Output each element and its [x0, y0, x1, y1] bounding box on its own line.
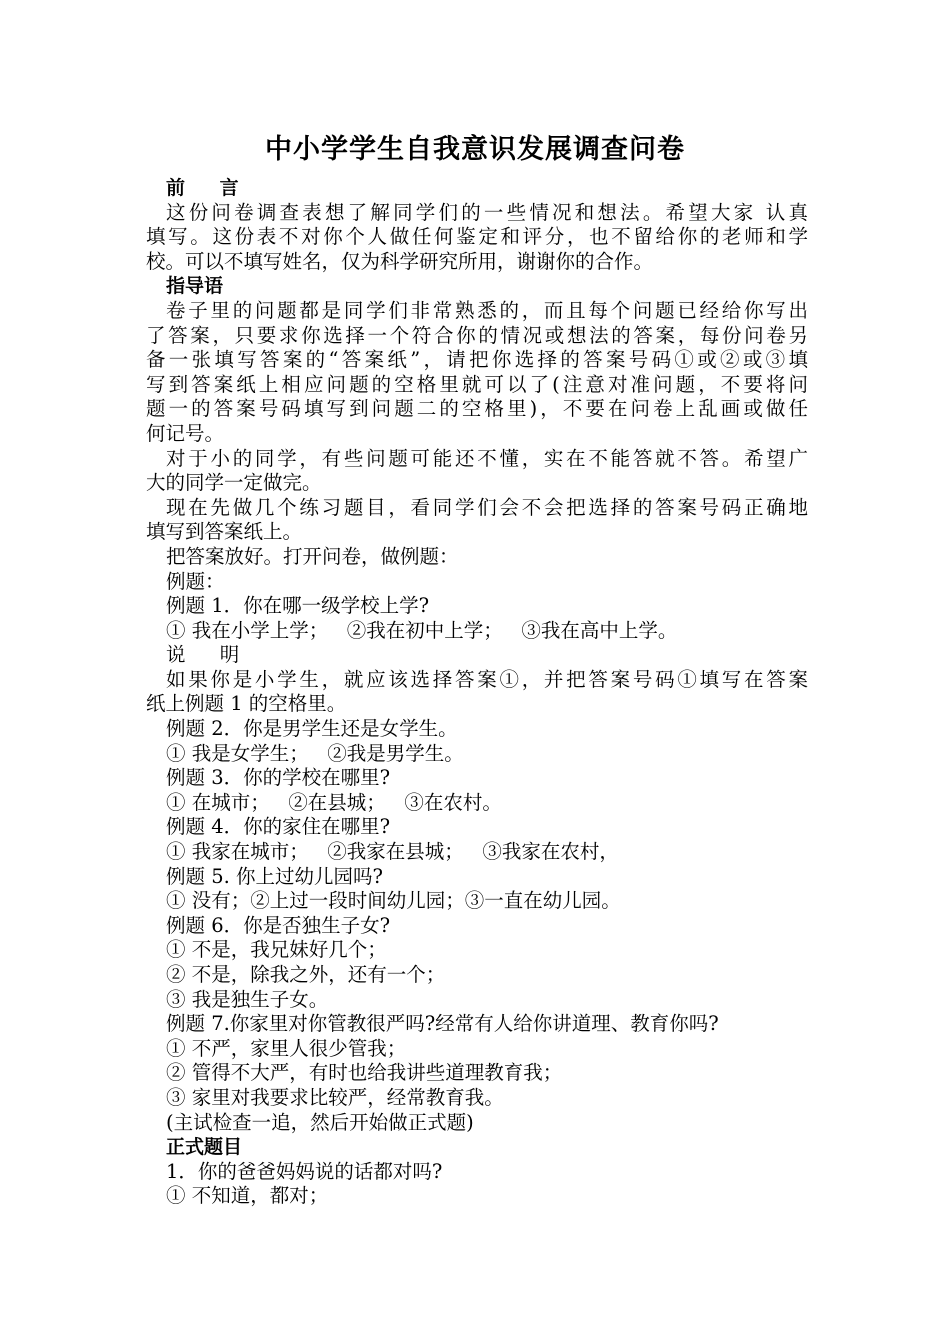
example-6-option: ③ 我是独生子女。	[166, 987, 329, 1011]
guide-line: 题一的答案号码填写到问题二的空格里)，不要在问卷上乱画或做任	[146, 397, 808, 421]
example-7-option: ② 管得不大严，有时也给我讲些道理教育我；	[166, 1061, 563, 1085]
document-body	[146, 176, 808, 1209]
practice-line: 填写到答案纸上。	[146, 520, 303, 544]
document-title: 中小学学生自我意识发展调查问卷	[265, 134, 685, 165]
example-6-question: 例题 6．你是否独生子女?	[166, 913, 391, 937]
example-4-question: 例题 4．你的家住在哪里?	[166, 815, 391, 839]
preface-line: 这份问卷调查表想了解同学们的一些情况和想法。希望大家 认真	[166, 200, 808, 224]
example-5-question: 例题 5. 你上过幼儿园吗?	[166, 864, 383, 888]
explain-heading: 说 明	[166, 643, 254, 667]
preface-line: 校。可以不填写姓名，仅为科学研究所用，谢谢你的合作。	[146, 249, 654, 273]
example-3-question: 例题 3．你的学校在哪里?	[166, 766, 391, 790]
explain-line: 如果你是小学生，就应该选择答案①，并把答案号码①填写在答案	[166, 667, 808, 691]
guide-line: 写到答案纸上相应问题的空格里就可以了(注意对准问题，不要将问	[146, 372, 808, 396]
example-2-options: ① 我是女学生； ②我是男学生。	[166, 741, 464, 765]
example-7-question: 例题 7.你家里对你管教很严吗?经常有人给你讲道理、教育你吗?	[166, 1012, 719, 1036]
practice-line: 现在先做几个练习题目，看同学们会不会把选择的答案号码正确地	[166, 495, 808, 519]
question-1-option: ① 不知道，都对；	[166, 1184, 329, 1208]
explain-line: 纸上例题 1 的空格里。	[146, 692, 347, 716]
example-3-options: ① 在城市； ②在县城； ③在农村。	[166, 790, 502, 814]
question-1: 1．你的爸爸妈妈说的话都对吗?	[166, 1159, 443, 1183]
example-6-option: ② 不是，除我之外，还有一个；	[166, 963, 446, 986]
check-note: (主试检查一追，然后开始做正式题)	[166, 1110, 474, 1134]
young-students-line: 大的同学一定做完。	[146, 471, 322, 495]
example-7-option: ③ 家里对我要求比较严，经常教育我。	[166, 1085, 504, 1109]
guide-line: 何记号。	[146, 421, 225, 445]
example-2-question: 例题 2．你是男学生还是女学生。	[166, 717, 458, 741]
guide-line: 备一张填写答案的“答案纸”，请把你选择的答案号码①或②或③填	[146, 348, 808, 372]
formal-heading: 正式题目	[166, 1136, 243, 1159]
guide-heading: 指导语	[166, 275, 224, 298]
preface-line: 填写。这份表不对你个人做任何鉴定和评分，也不留给你的老师和学	[146, 225, 808, 249]
example-7-option: ① 不严，家里人很少管我；	[166, 1036, 407, 1060]
example-6-option: ① 不是，我兄妹好几个；	[166, 938, 387, 962]
example-1-question: 例题 1．你在哪一级学校上学?	[166, 594, 430, 618]
guide-line: 卷子里的问题都是同学们非常熟悉的，而且每个问题已经给你写出	[166, 298, 808, 322]
example-1-options: ① 我在小学上学； ②我在初中上学； ③我在高中上学。	[166, 618, 678, 642]
example-5-options: ① 没有；②上过一段时间幼儿园；③一直在幼儿园。	[166, 889, 621, 913]
young-students-line: 对于小的同学，有些问题可能还不懂，实在不能答就不答。希望广	[166, 446, 808, 470]
examples-label: 例题：	[166, 569, 225, 593]
example-4-options: ① 我家在城市； ②我家在县城； ③我家在农村，	[166, 840, 619, 864]
guide-line: 了答案，只要求你选择一个符合你的情况或想法的答案，每份问卷另	[146, 323, 808, 347]
open-paper-instruction: 把答案放好。打开问卷，做例题：	[166, 544, 459, 568]
preface-heading: 前 言	[166, 177, 253, 199]
